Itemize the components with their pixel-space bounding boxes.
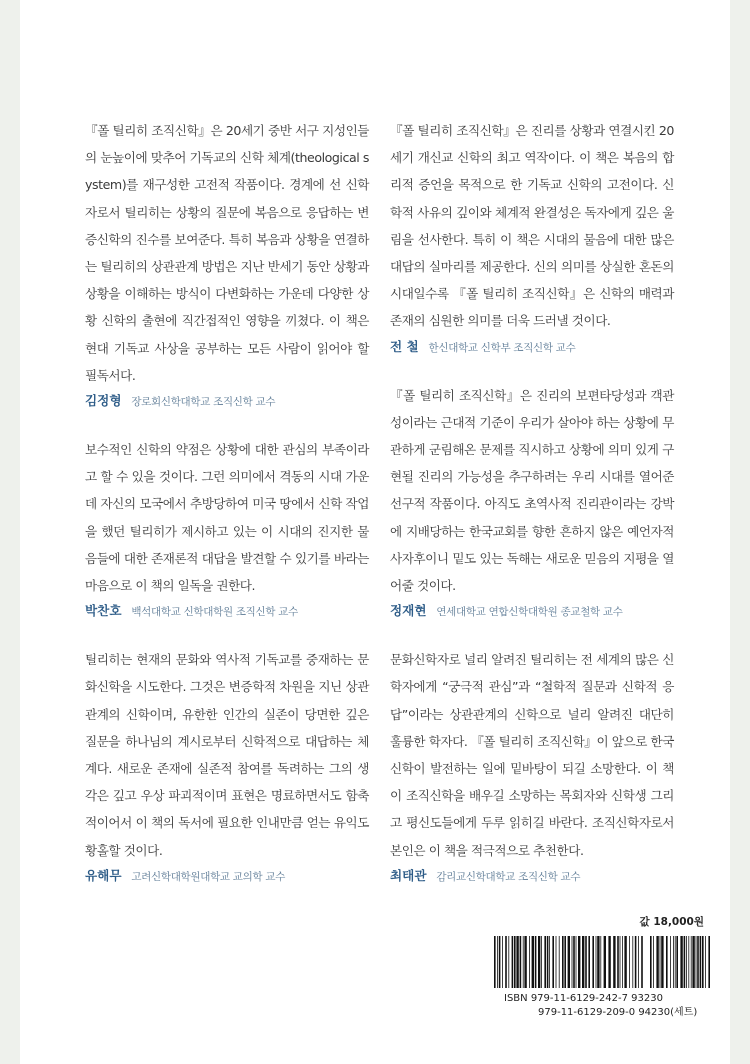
reviewer-affiliation: 고려신학대학원대학교 교의학 교수 bbox=[131, 870, 286, 883]
reviewer-affiliation: 장로회신학대학교 조직신학 교수 bbox=[131, 396, 276, 409]
reviewer-affiliation: 감리교신학대학교 조직신학 교수 bbox=[436, 870, 581, 883]
review-text: 보수적인 신학의 약점은 상황에 대한 관심의 부족이라고 할 수 있을 것이다. 그런 의미에서 격동의 시대 가운데 자신의 모국에서 추방당하여 미국 땅에서 신학 작업을 했던 틸리히가 제시하고 있는 이 시대의 진지한 물음들에 대한 존재론적 대답을 발견할 수 있기를 바라는 마음으로 이 책의 일독을 권한다. bbox=[85, 442, 369, 594]
review-park bbox=[85, 436, 369, 622]
review-kim bbox=[85, 117, 369, 412]
reviewer-name: 최태관 bbox=[390, 867, 427, 883]
review-yoo bbox=[85, 646, 369, 887]
reviewer-affiliation: 연세대학교 연합신학대학원 종교철학 교수 bbox=[436, 606, 623, 619]
barcode-icon bbox=[494, 936, 712, 988]
review-text: 『폴 틸리히 조직신학』은 20세기 중반 서구 지성인들의 눈높이에 맞추어 기독교의 신학 체계(theological system)를 재구성한 고전적 작품이다. 경계에 선 신학자로서 틸리히는 상황의 질문에 복음으로 응답하는 변증신학의 진수를 보여준다. 특히 복음과 상황을 연결하는 틸리히의 상관관계 방법은 지난 반세기 동안 상황과 상황을 이해하는 방식이 다변화하는 가운데 다양한 상황 신학의 출현에 직간접적인 영향을 끼쳤다. 이 책은 현대 기독교 사상을 공부하는 모든 사람이 읽어야 할 필독서다. bbox=[85, 123, 369, 383]
reviewer-signature bbox=[85, 391, 369, 412]
reviewer-signature bbox=[390, 866, 674, 887]
review-jeon bbox=[390, 117, 674, 358]
review-text: 틸리히는 현재의 문화와 역사적 기독교를 중재하는 문화신학을 시도한다. 그것은 변증학적 차원을 지닌 상관관계의 신학이며, 유한한 인간의 실존이 당면한 깊은 질문을 하나님의 계시로부터 신학적으로 대답하는 체계다. 새로운 존재에 실존적 참여를 독려하는 그의 생각은 깊고 우상 파괴적이며 표현은 명료하면서도 함축적이어서 이 책의 독서에 필요한 인내만큼 얻는 유익도 황홀할 것이다. bbox=[85, 652, 369, 858]
reviewer-name: 정재현 bbox=[390, 603, 427, 619]
isbn-text bbox=[504, 992, 697, 1020]
reviewer-name: 유해무 bbox=[85, 867, 122, 883]
reviewer-signature bbox=[85, 601, 369, 622]
isbn-line-1: ISBN 979-11-6129-242-7 93230 bbox=[504, 993, 663, 1004]
isbn-line-2: 979-11-6129-209-0 94230(세트) bbox=[538, 1007, 698, 1018]
review-text: 『폴 틸리히 조직신학』은 진리를 상황과 연결시킨 20세기 개신교 신학의 최고 역작이다. 이 책은 복음의 합리적 증언을 목적으로 한 기독교 신학의 고전이다. 신학적 사유의 깊이와 체계적 완결성은 독자에게 깊은 울림을 선사한다. 특히 이 책은 시대의 물음에 대한 많은 대답의 실마리를 제공한다. 신의 의미를 상실한 혼돈의 시대일수록 『폴 틸리히 조직신학』은 신학의 매력과 존재의 심원한 의미를 더욱 드러낼 것이다. bbox=[390, 123, 674, 329]
barcode-area bbox=[482, 932, 722, 1047]
review-text: 문화신학자로 널리 알려진 틸리히는 전 세계의 많은 신학자에게 “궁극적 관심”과 “철학적 질문과 신학적 응답”이라는 상관관계의 신학으로 널리 알려진 대단히 훌륭한 학자다. 『폴 틸리히 조직신학』이 앞으로 한국 신학이 발전하는 일에 밑바탕이 되길 소망한다. 이 책이 조직신학을 배우길 소망하는 목회자와 신학생 그리고 평신도들에게 두루 읽히길 바란다. 조직신학자로서 본인은 이 책을 적극적으로 추천한다. bbox=[390, 652, 674, 858]
review-choi bbox=[390, 646, 674, 887]
price-label: 값 18,000원 bbox=[639, 916, 704, 928]
reviews-right-column bbox=[390, 117, 674, 911]
reviewer-name: 박찬호 bbox=[85, 603, 122, 619]
reviewer-signature bbox=[390, 337, 674, 358]
reviewer-signature bbox=[390, 601, 674, 622]
reviewer-name: 전 철 bbox=[390, 338, 419, 354]
review-jung bbox=[390, 382, 674, 623]
reviewer-affiliation: 백석대학교 신학대학원 조직신학 교수 bbox=[131, 606, 298, 619]
back-cover bbox=[20, 0, 730, 1064]
reviews-left-column bbox=[85, 117, 369, 911]
reviewer-signature bbox=[85, 866, 369, 887]
reviewer-name: 김정형 bbox=[85, 393, 122, 409]
review-text: 『폴 틸리히 조직신학』은 진리의 보편타당성과 객관성이라는 근대적 기준이 우리가 살아야 하는 상황에 무관하게 군림해온 문제를 직시하고 상황에 의미 있게 구현될 진리의 가능성을 추구하려는 우리 시대를 열어준 선구적 작품이다. 아직도 초역사적 진리관이라는 강박에 지배당하는 한국교회를 향한 흔하지 않은 예언자적 사자후이니 밑도 있는 독해는 새로운 믿음의 지평을 열어줄 것이다. bbox=[390, 387, 674, 594]
reviewer-affiliation: 한신대학교 신학부 조직신학 교수 bbox=[428, 341, 576, 354]
